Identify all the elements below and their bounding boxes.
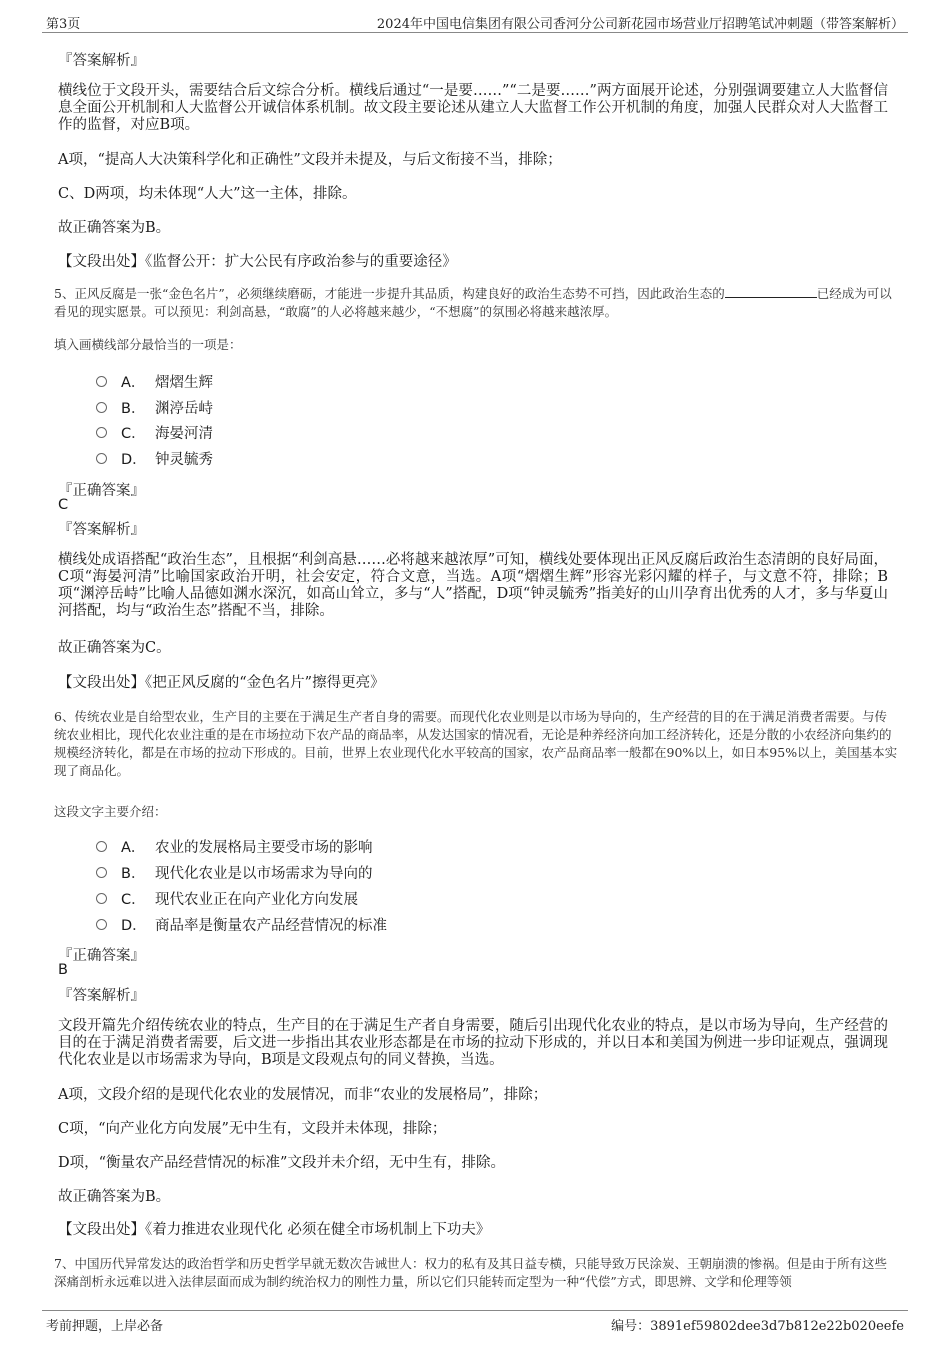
analysis-paragraph: 横线位于文段开头，需要结合后文综合分析。横线后通过“一是要……”“二是要……”两方面展开论述，分别强调要建立人大监督信息全面公开机制和人大监督公开诚信体系机制。故文段主要论述从建立人大监督工作公开机制的角度，加强人民群众对人大监督工作的监督，对应B项。 — [58, 83, 888, 133]
option-c[interactable] — [96, 888, 358, 908]
source-citation: 【文段出处】《把正风反腐的“金色名片”擦得更亮》 — [58, 675, 385, 691]
question-prompt: 填入画横线部分最恰当的一项是： — [54, 337, 242, 352]
option-letter: B． — [121, 865, 146, 882]
option-text: 农业的发展格局主要受市场的影响 — [155, 839, 373, 856]
analysis-paragraph: 文段开篇先介绍传统农业的特点，生产目的在于满足生产者自身需要，随后引出现代化农业的特点，是以市场为导向，生产经营的目的在于满足消费者需要，后文进一步指出其农业形态都是在市场的拉动下形成的，并以日本和美国为例进一步印证观点，强调现代化农业是以市场需求为导向，B项是文段观点句的同义替换，当选。 — [58, 1018, 888, 1068]
analysis-paragraph: 故正确答案为B。 — [58, 220, 171, 236]
page-header — [42, 10, 908, 33]
option-text: 现代化农业是以市场需求为导向的 — [155, 865, 373, 882]
option-letter: D． — [121, 917, 147, 934]
correct-answer: B — [58, 962, 68, 978]
analysis-label: 『答案解析』 — [58, 53, 145, 69]
correct-answer: C — [58, 497, 69, 513]
analysis-paragraph: C、D两项，均未体现“人大”这一主体，排除。 — [58, 186, 357, 202]
option-letter: D． — [121, 451, 147, 468]
analysis-label: 『答案解析』 — [58, 522, 145, 538]
analysis-paragraph: 横线处成语搭配“政治生态”，且根据“利剑高悬……必将越来越浓厚”可知，横线处要体现出正风反腐后政治生态清朗的良好局面，C项“海晏河清”比喻国家政治开明，社会安定，符合文意，当选。A项“熠熠生辉”形容光彩闪耀的样子，与文意不符，排除；B项“渊渟岳峙”比喻人品德如渊水深沉，如高山耸立，多与“人”搭配，D项“钟灵毓秀”指美好的山川孕育出优秀的人才，多与华夏山河搭配，均与“政治生态”搭配不当，排除。 — [58, 552, 888, 619]
analysis-label: 『答案解析』 — [58, 988, 145, 1004]
question-stem — [54, 285, 899, 321]
option-letter: C． — [121, 891, 146, 908]
radio-icon[interactable] — [96, 402, 107, 413]
source-citation: 【文段出处】《监督公开：扩大公民有序政治参与的重要途径》 — [58, 254, 457, 270]
correct-answer-label: 『正确答案』 — [58, 948, 145, 964]
question-stem: 6、传统农业是自给型农业，生产目的主要在于满足生产者自身的需要。而现代化农业则是以市场为导向的，生产经营的目的在于满足消费者需要。与传统农业相比，现代化农业注重的是在市场拉动下农产品的商品率，从发达国家的情况看，无论是种养经济向加工经济转化，还是分散的小农经济向集约的规模经济转化，都是在市场的拉动下形成的。目前，世界上农业现代化水平较高的国家，农产品商品率一般都在90%以上，如日本95%以上，美国基本实现了商品化。 — [54, 709, 898, 778]
page-number: 第3页 — [46, 17, 81, 32]
radio-icon[interactable] — [96, 841, 107, 852]
option-text: 渊渟岳峙 — [155, 400, 213, 417]
option-text: 钟灵毓秀 — [155, 451, 213, 468]
radio-icon[interactable] — [96, 427, 107, 438]
option-a[interactable] — [96, 371, 213, 391]
option-letter: C． — [121, 425, 146, 442]
question-prompt: 这段文字主要介绍： — [54, 804, 167, 819]
option-text: 熠熠生辉 — [155, 374, 213, 391]
page-footer — [42, 1310, 908, 1335]
document-id: 编号：3891ef59802dee3d7b812e22b020eefe — [611, 1319, 904, 1334]
analysis-paragraph: 故正确答案为C。 — [58, 640, 171, 656]
radio-icon[interactable] — [96, 867, 107, 878]
stem-text: 已经成为可以看见的现实愿景。可以预见：利剑高悬，“敢腐”的人必将越来越少，“不想腐”的氛围必将越来越浓厚。 — [54, 286, 892, 319]
analysis-paragraph: D项，“衡量农产品经营情况的标准”文段并未介绍，无中生有，排除。 — [58, 1155, 505, 1171]
option-b[interactable] — [96, 397, 213, 417]
analysis-paragraph: A项，文段介绍的是现代化农业的发展情况，而非“农业的发展格局”，排除； — [58, 1087, 548, 1103]
option-d[interactable] — [96, 448, 213, 468]
radio-icon[interactable] — [96, 919, 107, 930]
source-citation: 【文段出处】《着力推进农业现代化 必须在健全市场机制上下功夫》 — [58, 1222, 491, 1238]
option-letter: A． — [121, 374, 146, 391]
option-d[interactable] — [96, 914, 387, 934]
analysis-paragraph: 故正确答案为B。 — [58, 1189, 171, 1205]
analysis-paragraph: A项，“提高人大决策科学化和正确性”文段并未提及，与后文衔接不当，排除； — [58, 152, 562, 168]
radio-icon[interactable] — [96, 893, 107, 904]
analysis-paragraph: C项，“向产业化方向发展”无中生有，文段并未体现，排除； — [58, 1121, 447, 1137]
footer-slogan: 考前押题，上岸必备 — [46, 1319, 164, 1334]
fill-blank — [725, 285, 817, 298]
option-letter: B． — [121, 400, 146, 417]
correct-answer-label: 『正确答案』 — [58, 483, 145, 499]
option-b[interactable] — [96, 862, 373, 882]
option-text: 商品率是衡量农产品经营情况的标准 — [155, 917, 387, 934]
stem-text: 5、正风反腐是一张“金色名片”，必须继续磨砺，才能进一步提升其品质，构建良好的政治生态势不可挡，因此政治生态的 — [54, 286, 725, 301]
option-text: 现代农业正在向产业化方向发展 — [155, 891, 358, 908]
option-a[interactable] — [96, 836, 373, 856]
radio-icon[interactable] — [96, 376, 107, 387]
radio-icon[interactable] — [96, 453, 107, 464]
document-title: 2024年中国电信集团有限公司香河分公司新花园市场营业厅招聘笔试冲刺题（带答案解析） — [376, 17, 904, 32]
option-letter: A． — [121, 839, 146, 856]
question-stem: 7、中国历代异常发达的政治哲学和历史哲学早就无数次告诫世人：权力的私有及其日益专横，只能导致万民涂炭、王朝崩溃的惨祸。但是由于所有这些深痛剖析永远难以进入法律层面而成为制约统治权力的刚性力量，所以它们只能转而定型为一种“代偿”方式，即思辨、文学和伦理等领 — [54, 1256, 887, 1289]
option-c[interactable] — [96, 422, 213, 442]
option-text: 海晏河清 — [155, 425, 213, 442]
